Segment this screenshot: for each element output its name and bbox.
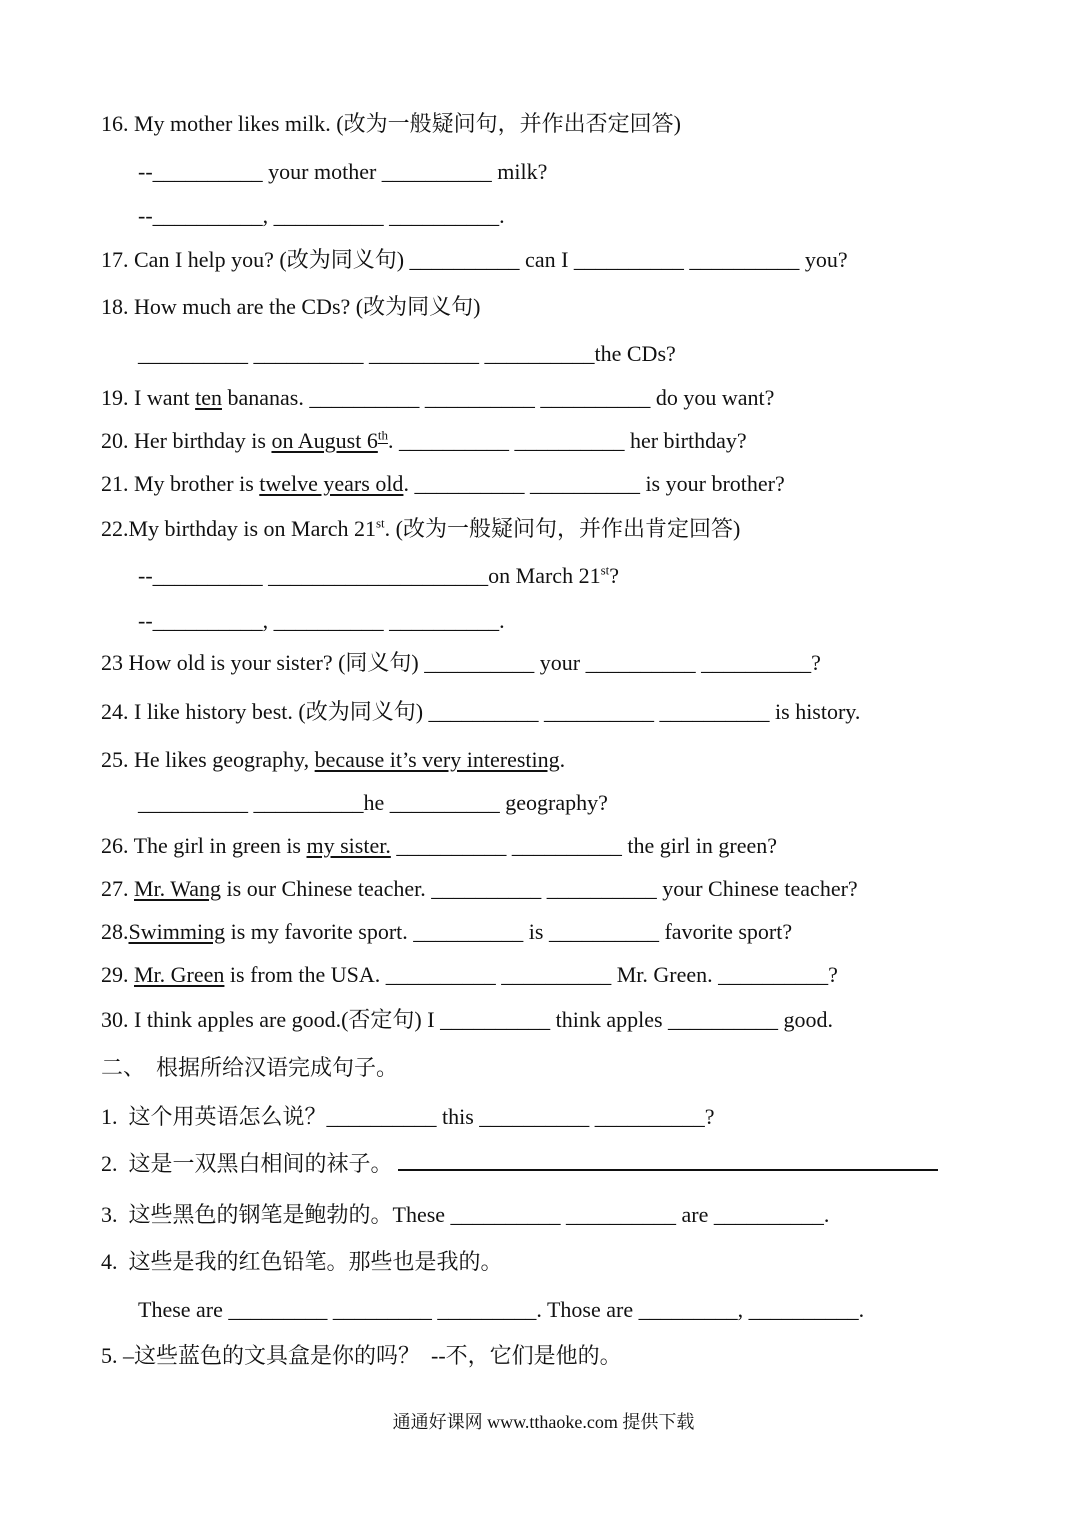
question-line [101,832,777,860]
underlined-text: because it’s very interesting [314,747,560,772]
superscript-text: st [375,515,385,531]
question-line [101,110,681,138]
line-text: --__________ ____________________on March 21 [138,563,601,588]
answer-line [138,607,505,635]
question-line [101,427,747,455]
underlined-text: th [377,427,388,443]
line-text: These are _________ _________ _________. Those are _________, __________. [138,1297,865,1322]
line-text: 5. –这些蓝色的文具盒是你的吗？ --不，它们是他的。 [101,1343,622,1368]
line-text: 20. Her birthday is [101,428,272,453]
superscript-text: st [600,562,610,578]
question-line [101,746,565,774]
line-text: 2. 这是一双黑白相间的袜子。 [101,1151,399,1176]
line-text: --__________, __________ __________. [138,203,505,228]
answer-line [138,202,505,230]
line-text: 25. He likes geography, [101,747,315,772]
question-line [101,875,858,903]
line-text: 26. The girl in green is [101,833,307,858]
line-text: 1. 这个用英语怎么说？__________ this __________ __________? [101,1104,715,1129]
question-line [101,1054,398,1082]
underlined-text: twelve years old [259,471,404,496]
answer-line [138,562,619,590]
line-text: . __________ __________ is your brother? [403,471,785,496]
line-text: is my favorite sport. __________ is __________ favorite sport? [225,919,793,944]
line-text: __________ __________ __________ __________the CDs? [138,341,676,366]
question-line [101,961,838,989]
underlined-text: Swimming [128,919,226,944]
line-text: 22.My birthday is on March 21 [101,516,376,541]
line-text: 30. I think apples are good.(否定句) I __________ think apples __________ good. [101,1007,834,1032]
question-line [101,293,480,321]
line-text: 23 How old is your sister? (同义句) __________ your __________ __________? [101,650,821,675]
answer-line [138,1296,864,1324]
answer-blank-rule [398,1153,938,1171]
line-text: is our Chinese teacher. __________ __________ your Chinese teacher? [221,876,858,901]
footer-text: 通通好课网 www.tthaoke.com 提供下载 [392,1412,695,1432]
underlined-text: on August 6 [271,428,378,453]
question-line [101,1103,715,1131]
line-text: is from the USA. __________ __________ Mr. Green. __________? [224,962,838,987]
line-text: . (改为一般疑问句，并作出肯定回答) [384,516,741,541]
line-text: 17. Can I help you? (改为同义句) __________ can I __________ __________ you? [101,247,848,272]
question-line [101,649,821,677]
line-text: 21. My brother is [101,471,260,496]
underlined-text: my sister. [306,833,391,858]
question-line [101,698,860,726]
answer-line [138,789,608,817]
line-text: --__________ your mother __________ milk? [138,159,548,184]
answer-line [138,340,676,368]
underlined-text: ten [195,385,222,410]
line-text: 27. [101,876,134,901]
answer-line [138,158,547,186]
line-text: __________ __________he __________ geography? [138,790,608,815]
question-line [101,1201,829,1229]
line-text: 29. [101,962,134,987]
line-text: 16. My mother likes milk. (改为一般疑问句，并作出否定回答) [101,111,681,136]
question-line [101,1342,622,1370]
line-text: 19. I want [101,385,196,410]
line-text: bananas. __________ __________ __________ do you want? [221,385,775,410]
question-line [101,246,848,274]
line-text: 3. 这些黑色的钢笔是鲍勃的。These __________ __________ are __________. [101,1202,830,1227]
question-line [101,470,785,498]
line-text: --__________, __________ __________. [138,608,505,633]
question-line [101,515,740,543]
underlined-text: Mr. Green [134,962,225,987]
line-text: 24. I like history best. (改为同义句) __________ __________ __________ is history. [101,699,861,724]
line-text: . __________ __________ her birthday? [387,428,747,453]
question-line [101,1006,833,1034]
question-line [101,918,792,946]
line-text: ? [609,563,620,588]
line-text: __________ __________ the girl in green? [390,833,778,858]
line-text: 二、 根据所给汉语完成句子。 [101,1055,399,1080]
line-text: 28. [101,919,129,944]
underlined-text: Mr. Wang [134,876,222,901]
question-line [101,1150,938,1178]
question-line [101,384,774,412]
question-line [101,1248,503,1276]
line-text: . [559,747,566,772]
line-text: 18. How much are the CDs? (改为同义句) [101,294,481,319]
line-text: 4. 这些是我的红色铅笔。那些也是我的。 [101,1249,503,1274]
